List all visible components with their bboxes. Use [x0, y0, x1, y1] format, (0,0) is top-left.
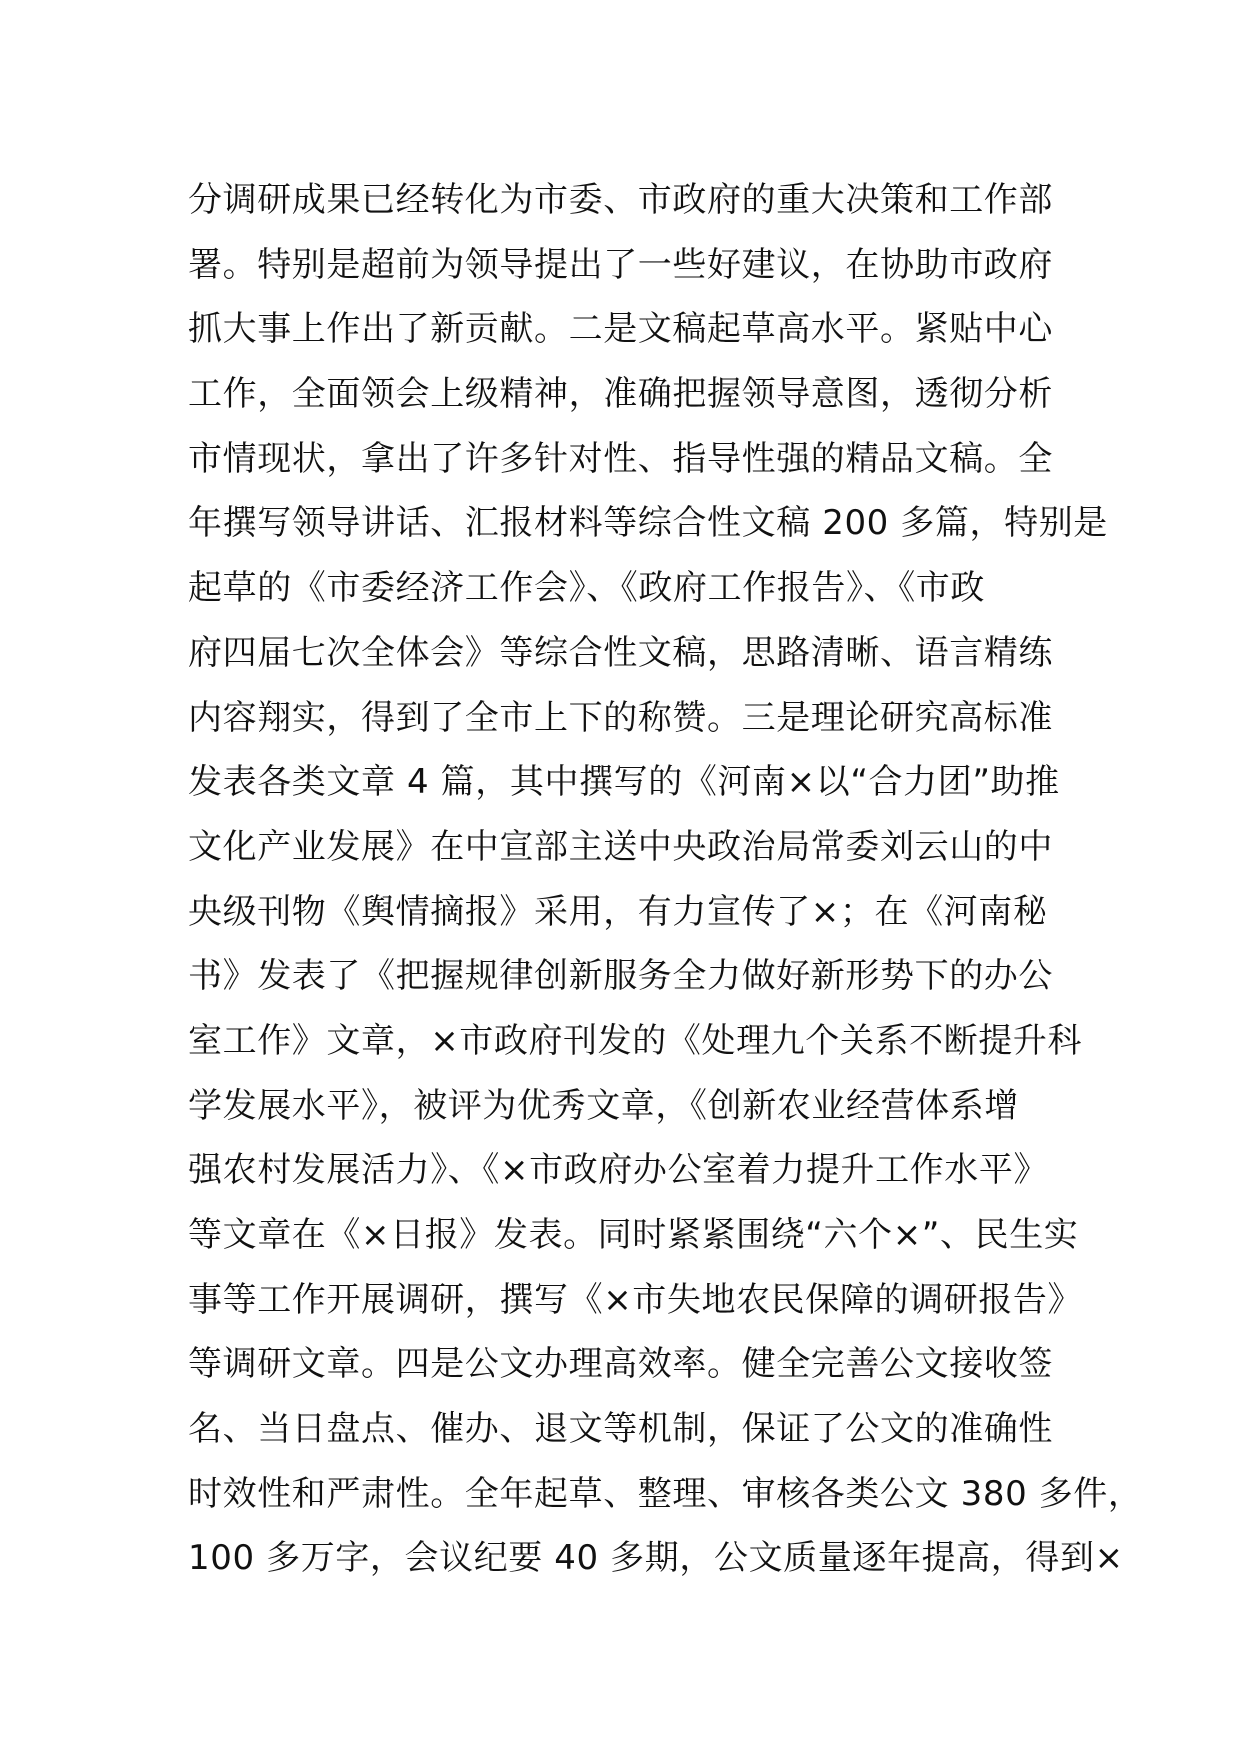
text-line: 时效性和严肃性。全年起草、整理、审核各类公文 380 多件，: [188, 1473, 1143, 1514]
text-line: 事等工作开展调研，撰写《×市失地农民保障的调研报告》: [188, 1279, 1083, 1320]
text-line: 100 多万字，会议纪要 40 多期，公文质量逐年提高，得到×: [188, 1538, 1124, 1579]
text-line: 等调研文章。四是公文办理高效率。健全完善公文接收签: [188, 1344, 1053, 1385]
text-line: 等文章在《×日报》发表。同时紧紧围绕“六个×”、民生实: [188, 1215, 1079, 1255]
text-line: 府四届七次全体会》等综合性文稿，思路清晰、语言精练: [188, 632, 1053, 673]
text-line: 内容翔实，得到了全市上下的称赞。三是理论研究高标准: [188, 697, 1053, 738]
text-line: 抓大事上作出了新贡献。二是文稿起草高水平。紧贴中心: [188, 309, 1053, 350]
text-line: 名、当日盘点、催办、退文等机制，保证了公文的准确性: [188, 1409, 1053, 1450]
text-line: 学发展水平》，被评为优秀文章，《创新农业经营体系增: [188, 1085, 1019, 1126]
text-line: 起草的《市委经济工作会》、《政府工作报告》、《市政: [188, 568, 985, 609]
text-line: 市情现状，拿出了许多针对性、指导性强的精品文稿。全: [188, 438, 1053, 479]
text-line: 室工作》文章，×市政府刊发的《处理九个关系不断提升科: [188, 1020, 1083, 1061]
text-line: 分调研成果已经转化为市委、市政府的重大决策和工作部: [188, 180, 1053, 220]
text-line: 书》发表了《把握规律创新服务全力做好新形势下的办公: [188, 956, 1053, 997]
text-line: 央级刊物《舆情摘报》采用，有力宣传了×；在《河南秘: [188, 891, 1048, 932]
text-line: 发表各类文章 4 篇，其中撰写的《河南×以“合力团”助推: [188, 762, 1060, 803]
text-line: 年撰写领导讲话、汇报材料等综合性文稿 200 多篇，特别是: [188, 503, 1108, 544]
text-line: 工作，全面领会上级精神，准确把握领导意图，透彻分析: [188, 374, 1053, 415]
text-line: 署。特别是超前为领导提出了一些好建议，在协助市政府: [188, 244, 1053, 285]
text-line: 强农村发展活力》、《×市政府办公室着力提升工作水平》: [188, 1150, 1049, 1191]
body-text: [188, 168, 1143, 1591]
text-line: 文化产业发展》在中宣部主送中央政治局常委刘云山的中: [188, 826, 1053, 867]
